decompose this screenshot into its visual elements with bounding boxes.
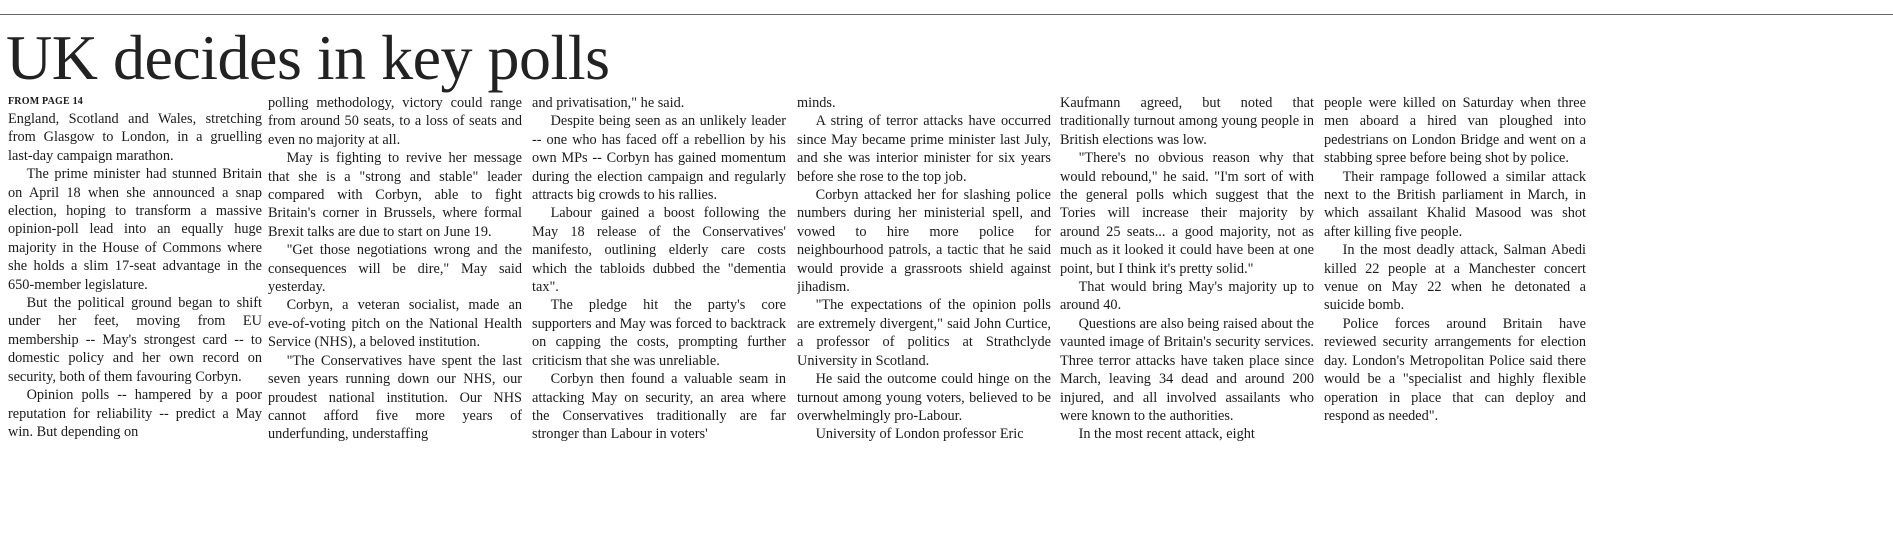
paragraph: May is fighting to revive her message that she is a "strong and stable" leader compared with Corbyn, able to fight Britain's corner in Brussels, where formal Brexit talks are due to start on June 19. [268,150,522,240]
paragraph: The pledge hit the party's core supporters and May was forced to backtrack on capping the costs, prompting further criticism that she was unreliable. [532,297,786,369]
paragraph: minds. [797,95,836,111]
paragraph: polling methodology, victory could range from around 50 seats, to a loss of seats and even no majority at all. [268,95,522,148]
article-column-4 [797,94,1051,546]
paragraph: In the most recent attack, eight [1078,426,1255,443]
article-body [8,94,1893,546]
article-column-3 [532,94,786,546]
article-column-2 [268,94,522,546]
paragraph: Despite being seen as an unlikely leader -- one who has faced off a rebellion by his own MPs -- Corbyn has gained momentum during the election campaign and regularly attracts big crowds to his rallies. [532,113,786,204]
paragraph: people were killed on Saturday when three men aboard a hired van ploughed into pedestrians on London Bridge and went on a stabbing spree before being shot by police. [1324,95,1586,167]
top-rule [0,14,1893,15]
paragraph: "The Conservatives have spent the last seven years running down our NHS, our proudest national institution. Our NHS cannot afford five more years of underfunding, understaffing [268,352,522,443]
paragraph: Kaufmann agreed, but noted that traditionally turnout among young people in British elections was low. [1060,95,1314,148]
paragraph: A string of terror attacks have occurred since May became prime minister last July, and she was interior minister for six years before she rose to the top job. [797,113,1051,185]
paragraph: The prime minister had stunned Britain on April 18 when she announced a snap election, hoping to transform a massive opinion-poll lead into an equally huge majority in the House of Commons where she holds a slim 17-seat advantage in the 650-member legislature. [8,166,262,293]
paragraph: "There's no obvious reason why that would rebound," he said. "I'm sort of with the general polls which suggest that the Tories will increase their majority by around 25 seats... a good majority, not as much as it looked it could have been at one point, but I think it's pretty solid." [1060,150,1314,277]
paragraph: University of London professor Eric [815,426,1024,443]
paragraph: Labour gained a boost following the May 18 release of the Conservatives' manifesto, outlining elderly care costs which the tabloids dubbed the "dementia tax". [532,205,786,296]
headline: UK decides in key polls [6,22,610,93]
paragraph: Corbyn then found a valuable seam in attacking May on security, an area where the Conservatives traditionally are far stronger than Labour in voters' [532,371,786,443]
paragraph: England, Scotland and Wales, stretching from Glasgow to London, in a gruelling last-day campaign marathon. [8,111,262,164]
paragraph: In the most deadly attack, Salman Abedi killed 22 people at a Manchester concert venue on May 22 when he detonated a suicide bomb. [1324,242,1586,314]
paragraph: But the political ground began to shift under her feet, moving from EU membership -- May's strongest card -- to domestic policy and her own record on security, both of them favouring Corbyn. [8,295,262,385]
paragraph: Opinion polls -- hampered by a poor reputation for reliability -- predict a May win. But depending on [8,387,262,440]
article-column-6 [1324,94,1586,546]
paragraph: Police forces around Britain have reviewed security arrangements for election day. London's Metropolitan Police said there would be a "specialist and highly flexible operation in place that can deploy and respond as needed". [1324,315,1586,424]
paragraph: Their rampage followed a similar attack next to the British parliament in March, in which assailant Khalid Masood was shot after killing five people. [1324,168,1586,240]
paragraph: That would bring May's majority up to around 40. [1060,279,1314,314]
paragraph: Corbyn attacked her for slashing police numbers during her ministerial spell, and vowed to hire more police for neighbourhood patrols, a tactic that he said would provide a grassroots shield against jihadism. [797,187,1051,296]
paragraph: He said the outcome could hinge on the turnout among young voters, believed to be overwhelmingly pro-Labour. [797,371,1051,424]
paragraph: "Get those negotiations wrong and the consequences will be dire," May said yesterday. [268,242,522,296]
article-column-5 [1060,94,1314,546]
paragraph: and privatisation," he said. [532,95,685,111]
article-column-1 [8,94,262,546]
continued-from-label: FROM PAGE 14 [8,96,83,107]
paragraph: Corbyn, a veteran socialist, made an eve-of-voting pitch on the National Health Service (NHS), a beloved institution. [268,297,522,351]
paragraph: Questions are also being raised about the vaunted image of Britain's security services. Three terror attacks have taken place since March, leaving 34 dead and around 200 injured, and all involved assailants who were known to the authorities. [1060,315,1314,424]
paragraph: "The expectations of the opinion polls are extremely divergent," said John Curtice, a professor of politics at Strathclyde University in Scotland. [797,297,1051,369]
